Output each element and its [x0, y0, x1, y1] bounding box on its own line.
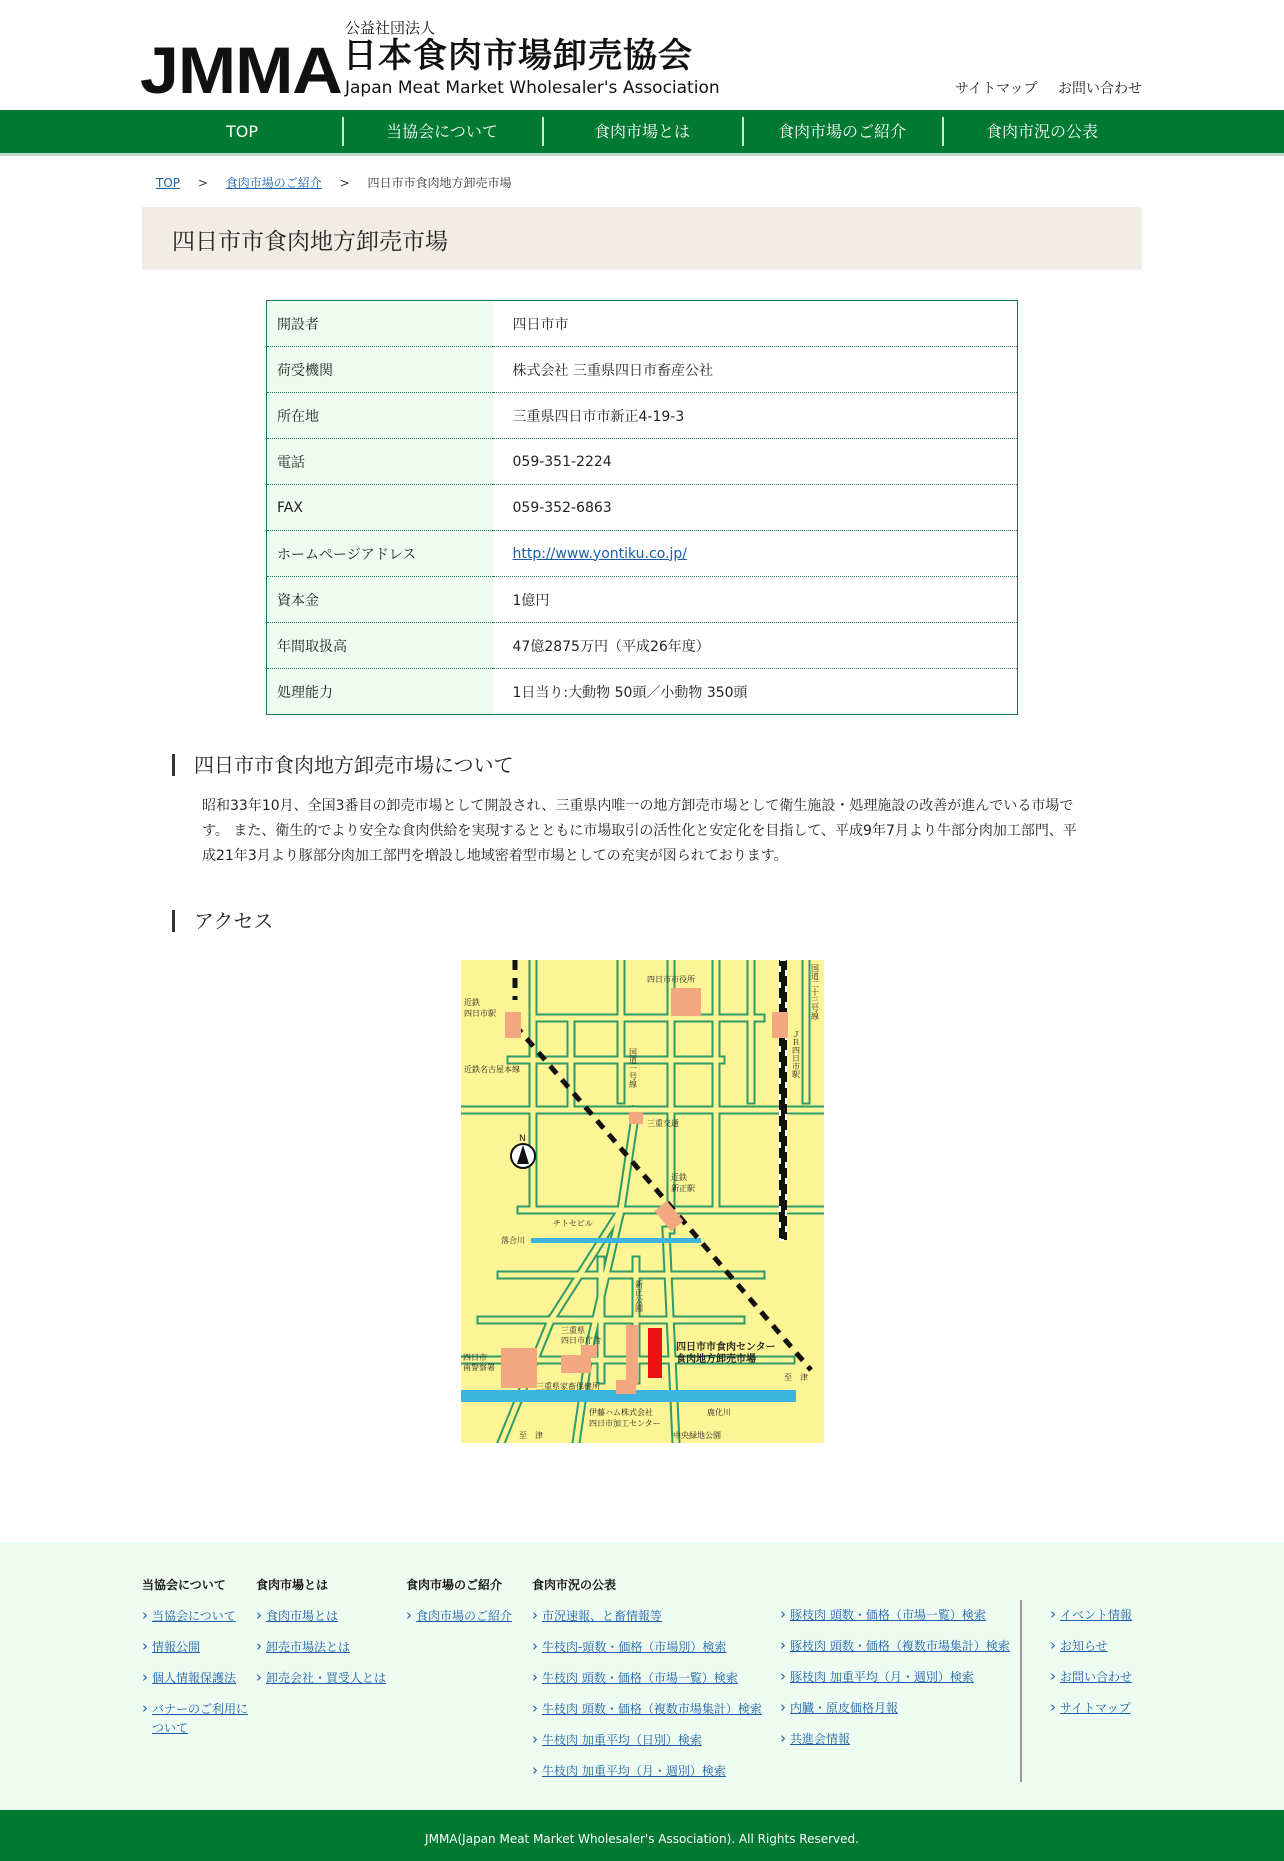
map-label: 四日市駅: [464, 1009, 496, 1018]
footer-col-title: 食肉市場のご紹介: [406, 1578, 503, 1592]
table-row: [267, 393, 1018, 439]
map-label: 鹿化川: [707, 1408, 731, 1417]
nav-item-market[interactable]: 食肉市場とは: [542, 110, 742, 153]
footer-link[interactable]: › 豚枝肉 頭数・価格（市場一覧）検索: [780, 1606, 1016, 1625]
footer-link[interactable]: › 内臓・原皮価格月報: [780, 1699, 1016, 1718]
info-value: 47億2875万円（平成26年度）: [493, 623, 1018, 669]
footer-link[interactable]: › サイトマップ: [1050, 1699, 1150, 1718]
footer-col-pork: [780, 1606, 1016, 1761]
footer-link[interactable]: › 食肉市場のご紹介: [406, 1607, 526, 1626]
site-header: [0, 0, 1284, 110]
info-value: 株式会社 三重県四日市畜産公社: [493, 347, 1018, 393]
map-label: 四日市市役所: [647, 975, 695, 984]
footer-link[interactable]: › 卸売会社・買受人とは: [256, 1669, 396, 1688]
footer-link[interactable]: › イベント情報: [1050, 1606, 1150, 1625]
access-section-title: アクセス: [172, 910, 273, 932]
table-row: [267, 347, 1018, 393]
footer-col-introduction: [406, 1576, 526, 1638]
info-key: 荷受機関: [267, 347, 493, 393]
table-row: [267, 623, 1018, 669]
access-map: [461, 960, 824, 1443]
map-label: 至 津: [519, 1431, 543, 1440]
info-value: 059-352-6863: [493, 485, 1018, 531]
map-label-market: 食肉地方卸売市場: [676, 1354, 756, 1365]
breadcrumb: [156, 174, 511, 191]
page-title-box: [142, 207, 1142, 270]
logo-name-en: Japan Meat Market Wholesaler's Association: [345, 78, 720, 98]
map-label: 三重交通: [647, 1119, 679, 1128]
footer-link[interactable]: › 食肉市場とは: [256, 1607, 396, 1626]
market-info-table: [266, 300, 1018, 715]
footer-link[interactable]: › お問い合わせ: [1050, 1668, 1150, 1687]
table-row: [267, 669, 1018, 715]
map-label: 四日市加工センター: [589, 1419, 661, 1428]
map-label: 至 津: [784, 1373, 808, 1382]
footer-col-title: 当協会について: [142, 1578, 226, 1592]
footer-link[interactable]: › 牛枝肉-頭数・価格（市場別）検索: [532, 1638, 772, 1657]
map-label: 新正駅: [671, 1184, 695, 1193]
info-key: 所在地: [267, 393, 493, 439]
header-links: [939, 78, 1142, 98]
info-value: 1日当り:大動物 50頭／小動物 350頭: [512, 684, 748, 701]
info-key: FAX: [267, 485, 493, 531]
map-label: 近鉄: [671, 1173, 687, 1182]
map-label: 落合川: [501, 1236, 525, 1245]
map-label: 中央緑地公園: [673, 1431, 721, 1440]
map-label: 国道二十三号線: [810, 964, 820, 1020]
info-key: 開設者: [267, 301, 493, 347]
page-title: 四日市市食肉地方卸売市場: [172, 229, 448, 255]
info-key: 処理能力: [267, 669, 493, 715]
footer-link[interactable]: › 豚枝肉 加重平均（月・週別）検索: [780, 1668, 1016, 1687]
breadcrumb-introduction[interactable]: 食肉市場のご紹介: [225, 176, 322, 190]
homepage-link[interactable]: http://www.yontiku.co.jp/: [512, 545, 687, 562]
breadcrumb-current: 四日市市食肉地方卸売市場: [367, 176, 512, 190]
info-value: 四日市市: [493, 301, 1018, 347]
info-value: 1億円: [493, 577, 1018, 623]
table-row: [267, 485, 1018, 531]
info-key: 電話: [267, 439, 493, 485]
map-north-label: N: [519, 1134, 526, 1144]
about-text: 昭和33年10月、全国3番目の卸売市場として開設され、三重県内唯一の地方卸売市場として衛生施設・処理施設の改善が進んでいる市場です。 また、衛生的でより安全な食肉供給を実現するとともに市場取引の活性化と安定化を目指して、平成9年7月より牛部分肉加工部門、平成21年3月より豚部分肉加工部門を増設し地域密着型市場としての充実が図られております。: [202, 798, 1077, 864]
footer-link[interactable]: › 豚枝肉 頭数・価格（複数市場集計）検索: [780, 1637, 1016, 1656]
info-value: 059-351-2224: [493, 439, 1018, 485]
main-nav: [0, 110, 1284, 156]
table-row: [267, 531, 1018, 577]
site-footer: [0, 1542, 1284, 1810]
nav-item-market-report[interactable]: 食肉市況の公表: [942, 110, 1142, 153]
market-marker: [648, 1328, 662, 1378]
info-key: 資本金: [267, 577, 493, 623]
map-label: 南警察署: [463, 1363, 495, 1372]
nav-item-top[interactable]: TOP: [225, 122, 258, 141]
access-map-svg: [461, 960, 824, 1443]
map-label: 国道一号線: [628, 1048, 638, 1088]
map-label: 伊藤ハム株式会社: [589, 1408, 653, 1417]
copyright: JMMA(Japan Meat Market Wholesaler's Association). All Rights Reserved.: [0, 1810, 1284, 1861]
footer-link[interactable]: › バナーのご利用について: [142, 1700, 252, 1738]
footer-link[interactable]: › 卸売市場法とは: [256, 1638, 396, 1657]
sitemap-link[interactable]: サイトマップ: [955, 81, 1038, 97]
footer-col-title: 食肉市場とは: [256, 1578, 329, 1592]
info-value: 三重県四日市市新正4-19-3: [493, 393, 1018, 439]
map-label: ＪＲ四日市駅: [791, 1030, 801, 1078]
info-key: ホームページアドレス: [267, 531, 493, 577]
footer-link[interactable]: › 牛枝肉 加重平均（月・週別）検索: [532, 1762, 772, 1781]
footer-col-report: [532, 1576, 772, 1793]
info-key: 年間取扱高: [267, 623, 493, 669]
footer-col-about: [142, 1576, 252, 1750]
map-label: チトセビル: [553, 1219, 593, 1228]
footer-link[interactable]: › 牛枝肉 頭数・価格（複数市場集計）検索: [532, 1700, 772, 1719]
footer-divider: [1020, 1600, 1022, 1782]
breadcrumb-separator: >: [339, 176, 350, 190]
map-label: 新正公園: [634, 1280, 644, 1312]
footer-col-misc: [1050, 1606, 1150, 1730]
nav-item-introduction[interactable]: 食肉市場のご紹介: [742, 110, 942, 153]
table-row: [267, 439, 1018, 485]
table-row: [267, 301, 1018, 347]
map-label: 三重県: [561, 1326, 585, 1335]
logo-name-jp[interactable]: 日本食肉市場卸売協会: [343, 36, 693, 76]
footer-link[interactable]: › 牛枝肉 頭数・価格（市場一覧）検索: [532, 1669, 772, 1688]
logo-subtitle: 公益社団法人: [345, 19, 436, 37]
contact-link[interactable]: お問い合わせ: [1058, 81, 1142, 97]
footer-link[interactable]: › 個人情報保護法: [142, 1669, 252, 1688]
map-label: 四日市: [463, 1353, 487, 1362]
map-label: 近鉄: [464, 998, 480, 1007]
footer-col-market: [256, 1576, 396, 1700]
site-logo[interactable]: JMMA: [140, 33, 342, 107]
footer-link[interactable]: › 市況速報、と畜情報等: [532, 1607, 772, 1626]
footer-col-title: 食肉市況の公表: [532, 1578, 617, 1592]
table-row: [267, 577, 1018, 623]
map-label-market: 四日市市食肉センター: [676, 1342, 776, 1353]
map-label: 三重県家畜保健所: [536, 1382, 600, 1391]
about-section-title: 四日市市食肉地方卸売市場について: [172, 754, 514, 776]
map-label: 四日市庁舎: [561, 1336, 601, 1345]
footer-link[interactable]: › 当協会について: [142, 1607, 252, 1626]
footer-link[interactable]: › 共進会情報: [780, 1730, 1016, 1749]
breadcrumb-top[interactable]: TOP: [156, 176, 181, 190]
breadcrumb-separator: >: [197, 176, 208, 190]
footer-link[interactable]: › お知らせ: [1050, 1637, 1150, 1656]
nav-item-about[interactable]: 当協会について: [342, 110, 542, 153]
map-label: 近鉄名古屋本線: [464, 1065, 520, 1074]
footer-link[interactable]: › 牛枝肉 加重平均（日別）検索: [532, 1731, 772, 1750]
footer-link[interactable]: › 情報公開: [142, 1638, 252, 1657]
